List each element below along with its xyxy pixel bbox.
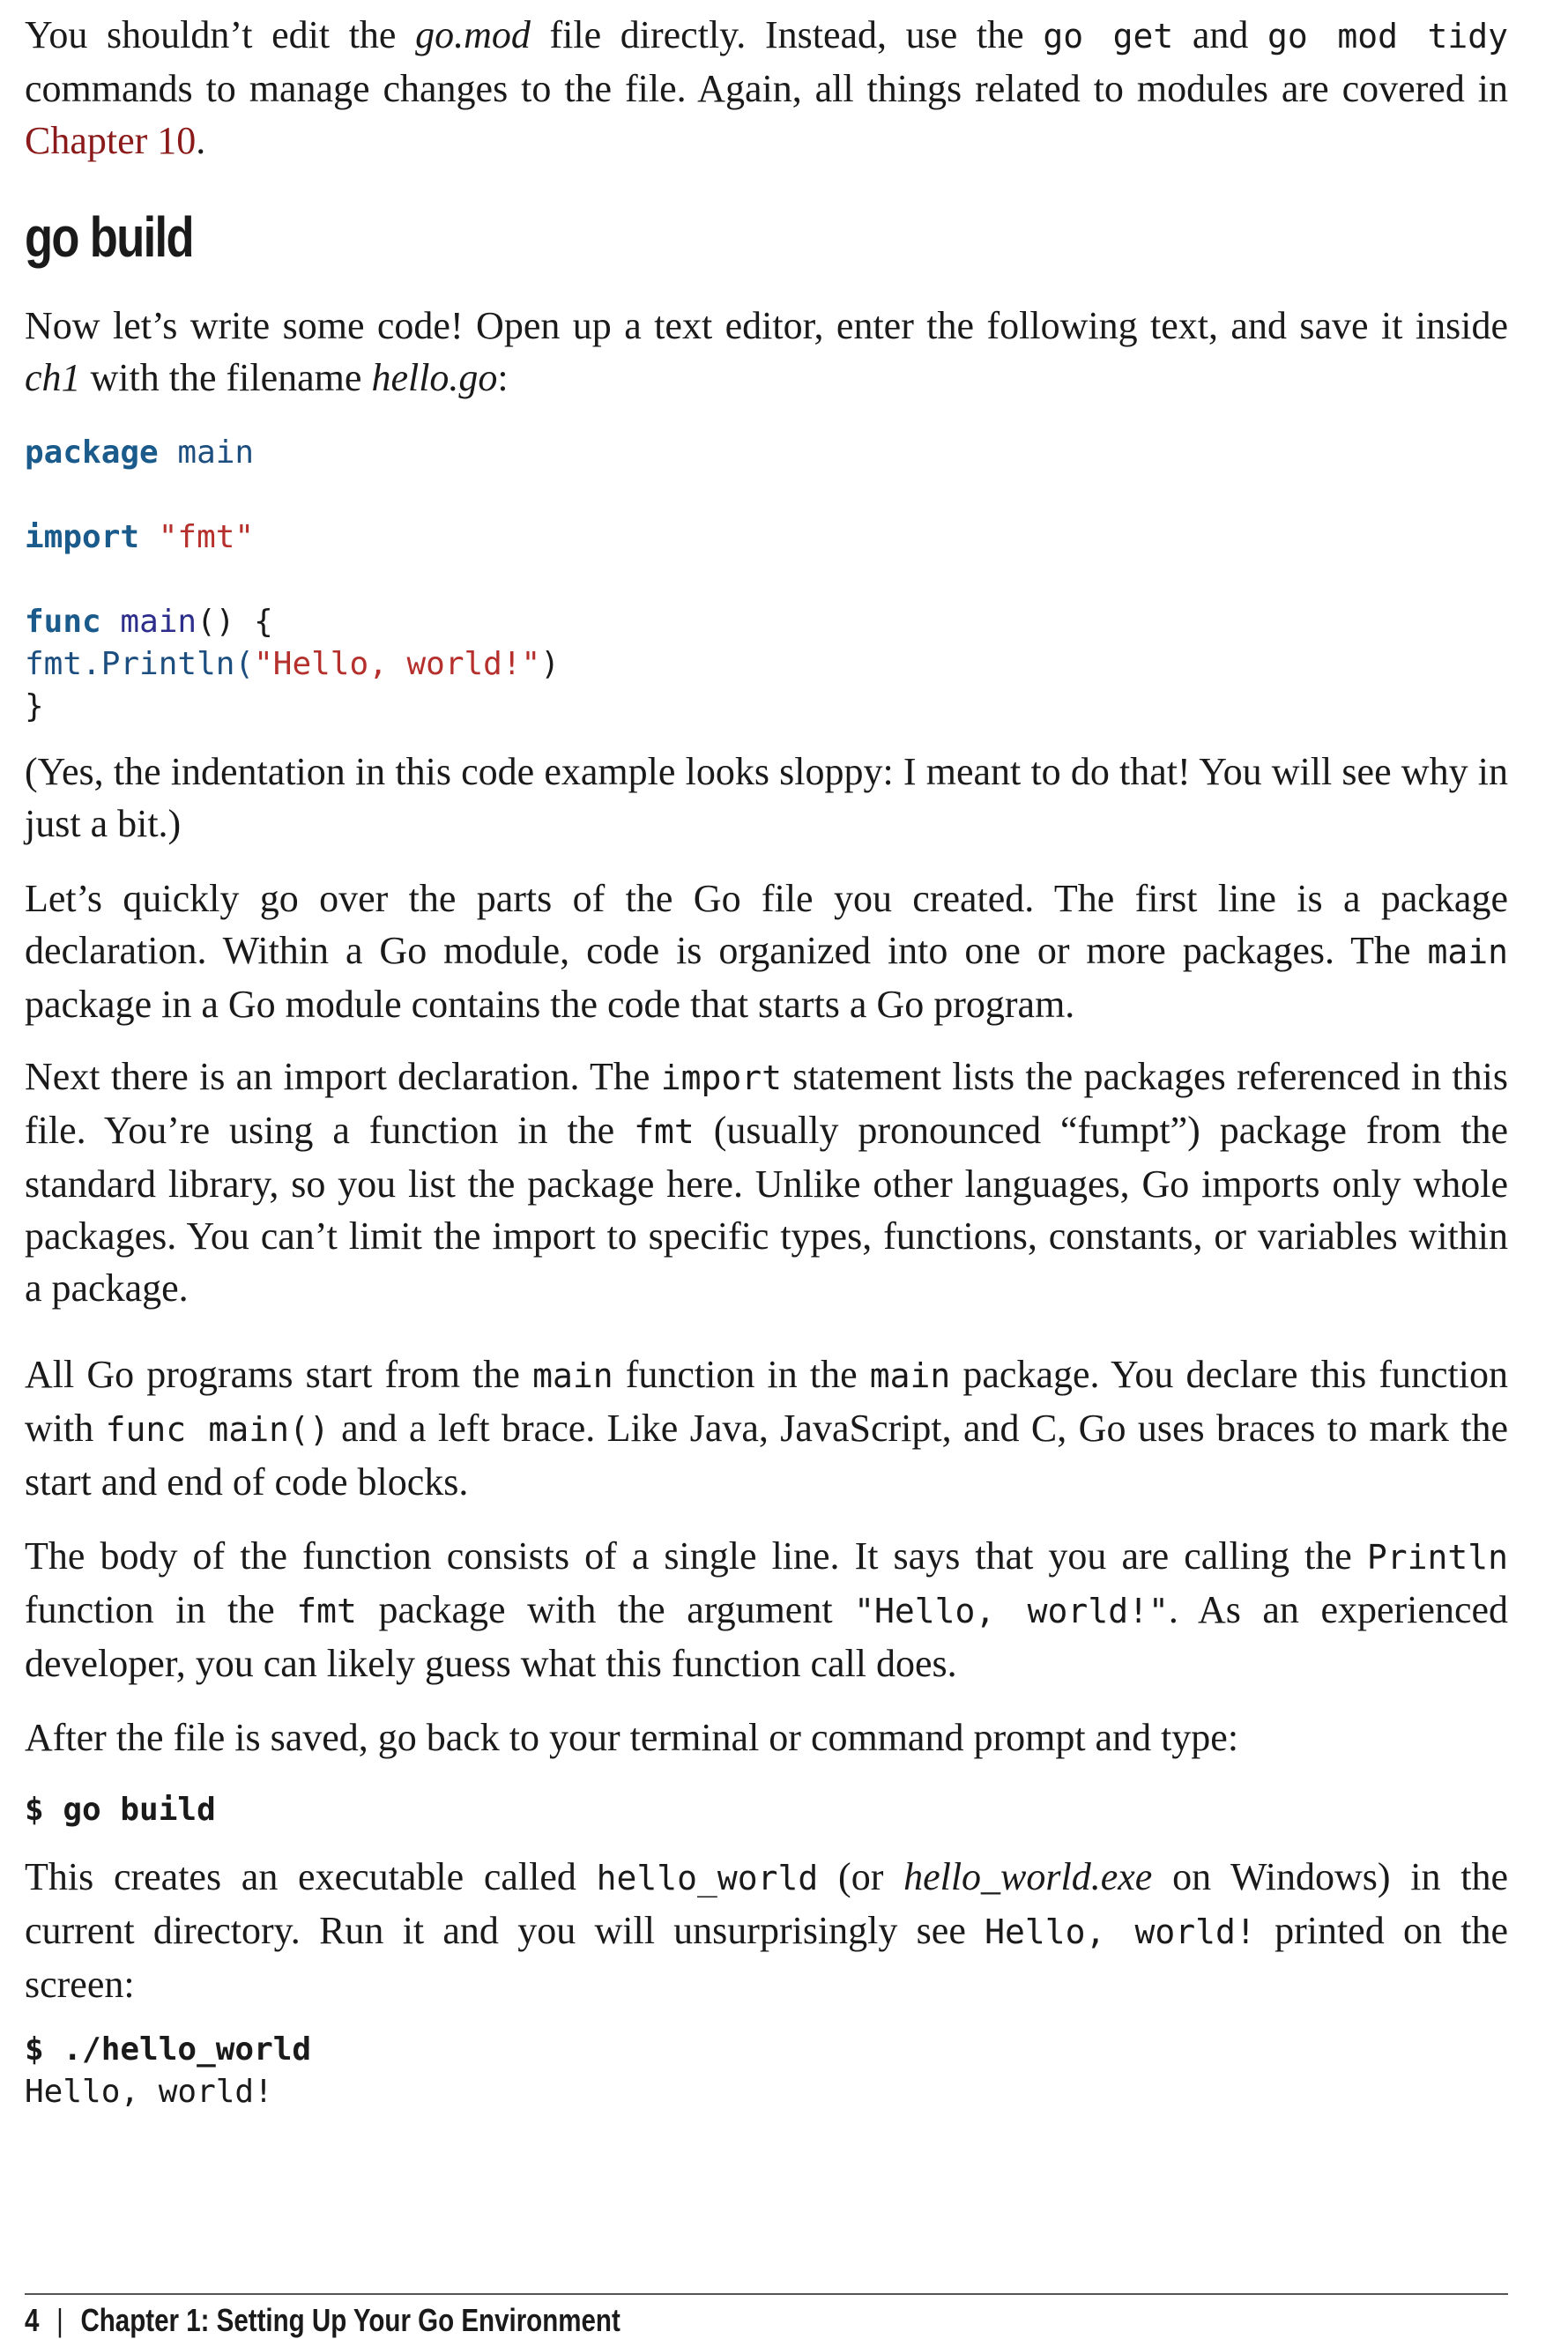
section-heading — [25, 204, 1508, 270]
code-command: $ ./hello_world — [25, 2031, 312, 2068]
text: All Go programs start from the — [25, 1353, 533, 1396]
inline-code: import — [660, 1058, 783, 1097]
text: function in the — [613, 1353, 870, 1396]
text: Next there is an import declaration. The — [25, 1055, 661, 1098]
text: (or — [818, 1855, 904, 1898]
text: commands to manage changes to the file. Again, all things related to modules are covered in — [25, 67, 1508, 110]
code-block-hello — [25, 432, 1508, 728]
text: with the filename — [80, 356, 372, 399]
dirname: ch1 — [25, 356, 81, 399]
inline-code: "Hello, world!" — [854, 1592, 1169, 1630]
code-keyword: package — [25, 434, 159, 471]
text: printed on the screen: — [25, 1909, 1508, 2006]
para-body — [25, 1530, 1508, 1689]
text: . As an experienced developer, you can likely guess what this function call does. — [25, 1588, 1508, 1685]
filename-exe: hello_world.exe — [903, 1855, 1153, 1898]
code-call: fmt.Println( — [25, 646, 255, 682]
inline-code: hello_world — [596, 1859, 819, 1897]
code-string: "fmt" — [158, 519, 255, 555]
inline-code: main — [1427, 932, 1508, 971]
text: package. You declare this function with — [25, 1353, 1509, 1450]
text: package in a Go module contains the code that starts a Go program. — [25, 983, 1075, 1026]
text: . — [196, 119, 206, 162]
para-intro — [25, 300, 1508, 404]
text: The body of the function consists of a single line. It says that you are calling the — [25, 1534, 1367, 1578]
footer-separator: | — [56, 2302, 63, 2338]
inline-code: main — [869, 1356, 951, 1395]
inline-code: Hello, world! — [985, 1912, 1256, 1951]
text: on Windows) in the current directory. Run it and you will unsurprisingly see — [25, 1855, 1508, 1952]
text: Let’s quickly go over the parts of the Go file you created. The first line is a package declaration. Within a Go module, code is organized into one or more packages. The — [25, 877, 1508, 972]
page-number: 4 — [25, 2302, 40, 2338]
para-exec — [25, 1851, 1508, 2010]
code-function: main — [120, 604, 197, 640]
text: statement lists the packages referenced in this file. You’re using a function in the — [25, 1055, 1508, 1152]
text: : — [497, 356, 509, 399]
para-indent — [25, 746, 1508, 850]
page-footer — [25, 2302, 621, 2339]
code-block-run — [25, 2029, 1508, 2113]
code-name: main — [177, 434, 255, 471]
inline-code-go-mod-tidy: go mod tidy — [1267, 17, 1508, 56]
text: You shouldn’t edit the — [25, 13, 416, 56]
text: This creates an executable called — [25, 1855, 597, 1898]
code-keyword: func — [25, 604, 101, 640]
inline-code: fmt — [296, 1592, 357, 1630]
code-string: "Hello, world!" — [254, 646, 541, 682]
code-keyword: import — [25, 519, 140, 555]
text: Now let’s write some code! Open up a text editor, enter the following text, and save it inside — [25, 304, 1508, 347]
text: and a left brace. Like Java, JavaScript, and C, Go uses braces to mark the start and end of code blocks. — [25, 1407, 1508, 1504]
inline-code: main — [532, 1356, 613, 1395]
code-text: () { — [197, 604, 273, 640]
inline-code: func main() — [105, 1410, 330, 1449]
filename-gomod: go.mod — [415, 13, 531, 56]
para-import — [25, 1051, 1508, 1314]
filename-hello: hello.go — [371, 356, 498, 399]
inline-code-go-get: go get — [1043, 17, 1174, 56]
inline-code: fmt — [634, 1112, 695, 1151]
text: function in the — [25, 1588, 297, 1631]
para-main — [25, 1348, 1508, 1508]
code-text: ) — [540, 646, 560, 682]
chapter-10-link[interactable]: Chapter 10 — [25, 119, 197, 162]
chapter-title: Chapter 1: Setting Up Your Go Environment — [80, 2302, 621, 2338]
text: (usually pronounced “fumpt”) package from the standard library, so you list the package here. Unlike other languages, Go imports only whole packages. You can’t limit the import to specific types, functions, constants, or variables within a package. — [25, 1109, 1508, 1310]
text: file directly. Instead, use the — [530, 13, 1044, 56]
text: and — [1173, 13, 1268, 56]
para-package — [25, 872, 1508, 1030]
inline-code: Println — [1366, 1538, 1508, 1577]
para-gomod — [25, 9, 1508, 167]
para-after — [25, 1712, 1508, 1764]
code-output: Hello, world! — [25, 2074, 273, 2110]
text: package with the argument — [356, 1588, 855, 1631]
text: (Yes, the indentation in this code example looks sloppy: I meant to do that! You will see why in just a bit.) — [25, 750, 1508, 845]
code-text: } — [25, 688, 44, 724]
code-command: $ go build — [25, 1792, 216, 1828]
section-title: go build — [25, 205, 193, 269]
code-block-build — [25, 1789, 1508, 1831]
text: After the file is saved, go back to your terminal or command prompt and type: — [25, 1716, 1239, 1759]
footer-rule — [25, 2293, 1508, 2295]
